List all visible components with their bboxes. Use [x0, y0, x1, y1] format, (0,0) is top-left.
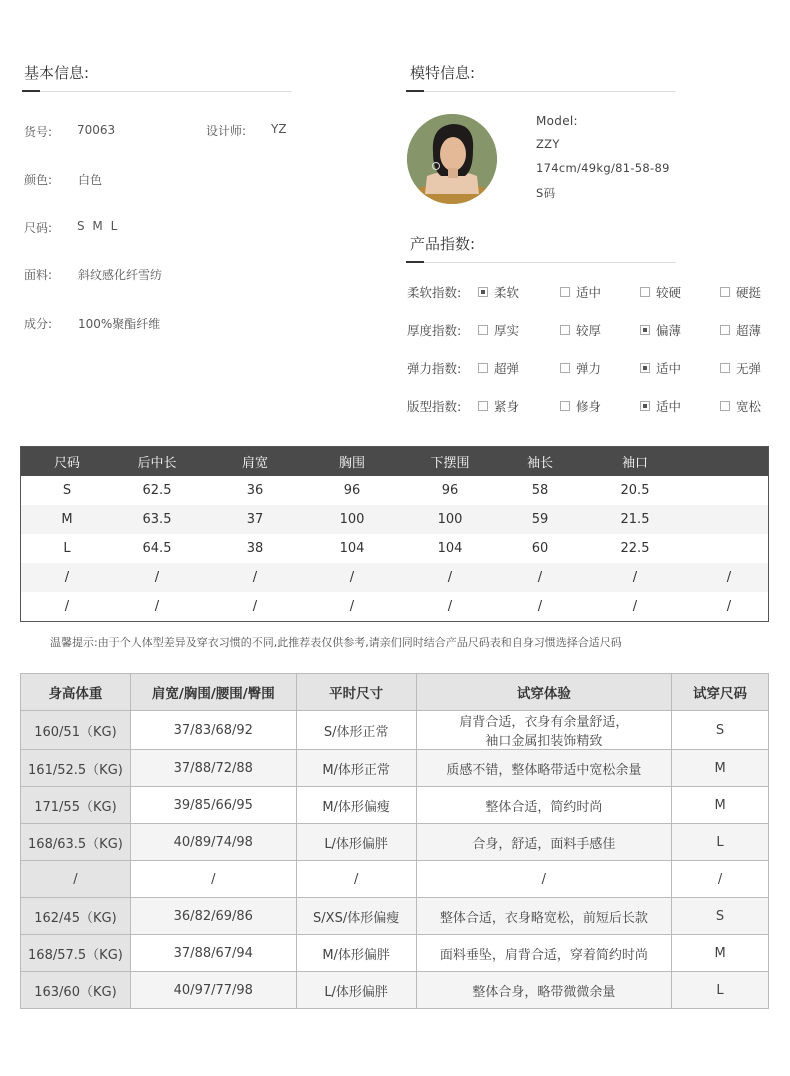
size-header-cell [684, 447, 774, 476]
size-table-row [21, 592, 768, 621]
size-cell: / [726, 570, 732, 585]
size-cell: 104 [437, 541, 463, 556]
size-cell: / [537, 599, 543, 614]
index-option-label: 弹力 [576, 361, 602, 376]
size-cell: / [64, 570, 70, 585]
model-info-divider [406, 91, 676, 92]
index-row-label: 柔软指数: [407, 285, 462, 300]
fit-cell: 40/97/77/98 [130, 972, 296, 1009]
fit-experience-line: 整体合身，略带微微余量 [472, 984, 616, 1000]
fit-experience-cell [416, 972, 672, 1009]
index-option-label: 较厚 [576, 323, 602, 338]
fit-cell: L [672, 972, 769, 1009]
fit-table-row [21, 824, 769, 861]
size-cell: / [447, 570, 453, 585]
size-cell: 96 [343, 483, 361, 498]
size-cell: 59 [531, 512, 549, 527]
index-option [560, 283, 601, 301]
size-cell: 96 [441, 483, 459, 498]
fit-cell: / [130, 861, 296, 898]
fit-cell: L/体形偏胖 [296, 972, 416, 1009]
size-cell: S [62, 483, 72, 498]
fabric-value: 斜纹感化纤雪纺 [78, 268, 163, 282]
index-option [720, 397, 761, 415]
size-cell: 36 [246, 483, 264, 498]
size-cell [684, 505, 774, 534]
size-cell: / [154, 570, 160, 585]
size-cell: / [154, 599, 160, 614]
fit-experience-line: 整体合适，衣身略宽松，前短后长款 [439, 910, 648, 926]
model-label: Model: [536, 114, 578, 128]
checkbox-icon [560, 287, 570, 297]
size-cell: 21.5 [620, 512, 650, 527]
index-row-label: 弹力指数: [407, 361, 462, 376]
size-cell: 104 [339, 541, 365, 556]
size-table [20, 446, 769, 622]
fit-cell: S/XS/体形偏瘦 [296, 898, 416, 935]
index-option-label: 适中 [656, 361, 682, 376]
designer-value: YZ [271, 122, 287, 136]
fit-cell: M/体形正常 [296, 750, 416, 787]
size-cell: / [64, 599, 70, 614]
fit-cell: M/体形偏瘦 [296, 787, 416, 824]
index-option [478, 283, 519, 301]
fit-cell: L [672, 824, 769, 861]
index-option-label: 较硬 [656, 285, 682, 300]
size-table-row [21, 534, 768, 563]
index-option [478, 359, 519, 377]
size-cell: 62.5 [142, 483, 172, 498]
fit-cell: M [672, 787, 769, 824]
fit-cell: / [672, 861, 769, 898]
basic-info-divider [22, 91, 292, 92]
size-cell: / [447, 599, 453, 614]
size-table-header [21, 447, 768, 476]
size-cell: / [632, 599, 638, 614]
index-option [560, 359, 601, 377]
fit-header-cell: 肩宽/胸围/腰围/臀围 [130, 674, 296, 711]
index-option [478, 397, 519, 415]
designer-label: 设计师: [206, 124, 247, 138]
size-cell: / [252, 570, 258, 585]
size-cell: L [63, 541, 71, 556]
size-cell: / [349, 570, 355, 585]
size-cell: / [252, 599, 258, 614]
fit-cell: 160/51（KG) [21, 711, 131, 750]
index-option-label: 无弹 [736, 361, 762, 376]
product-index-title: 产品指数: [410, 235, 476, 253]
size-cell: 63.5 [142, 512, 172, 527]
fit-table-row [21, 898, 769, 935]
index-option-label: 超薄 [736, 323, 762, 338]
checkbox-icon [720, 325, 730, 335]
size-table-row [21, 563, 768, 592]
fit-cell: M [672, 935, 769, 972]
fit-cell: 171/55（KG) [21, 787, 131, 824]
fit-table-row [21, 711, 769, 750]
checkbox-icon [478, 325, 488, 335]
fit-experience-cell [416, 824, 672, 861]
fit-cell: 168/63.5（KG) [21, 824, 131, 861]
checked-box-icon [640, 363, 650, 373]
checkbox-icon [720, 401, 730, 411]
fit-cell: / [296, 861, 416, 898]
checkbox-icon [560, 363, 570, 373]
checkbox-icon [478, 363, 488, 373]
checkbox-icon [560, 401, 570, 411]
fit-experience-line: 袖口金属扣装饰精致 [485, 734, 603, 749]
fit-experience-line: 合身，舒适，面料手感佳 [472, 836, 616, 852]
fit-cell: 37/88/67/94 [130, 935, 296, 972]
color-value: 白色 [78, 173, 103, 187]
size-table-row [21, 505, 768, 534]
fit-experience-line: 质感不错，整体略带适中宽松余量 [446, 762, 642, 778]
index-option-label: 宽松 [736, 399, 762, 414]
index-option [640, 397, 681, 415]
size-cell: M [61, 512, 73, 527]
checkbox-icon [720, 363, 730, 373]
fit-cell: 163/60（KG) [21, 972, 131, 1009]
fit-header-cell: 平时尺寸 [296, 674, 416, 711]
fit-cell: M/体形偏胖 [296, 935, 416, 972]
fit-cell: 39/85/66/95 [130, 787, 296, 824]
index-option [640, 321, 681, 339]
index-option [478, 321, 519, 339]
composition-label: 成分: [24, 317, 53, 331]
fit-cell: 40/89/74/98 [130, 824, 296, 861]
model-info-title: 模特信息: [410, 64, 476, 82]
checkbox-icon [720, 287, 730, 297]
checkbox-icon [560, 325, 570, 335]
size-cell: / [726, 599, 732, 614]
index-option [720, 283, 761, 301]
fit-experience-cell [416, 787, 672, 824]
fit-header-cell: 试穿尺码 [672, 674, 769, 711]
size-cell: 20.5 [620, 483, 650, 498]
size-cell: 100 [339, 512, 365, 527]
index-option-label: 柔软 [494, 285, 520, 300]
size-header-cell: 胸围 [338, 456, 365, 471]
size-cell: 58 [531, 483, 549, 498]
size-cell: 64.5 [142, 541, 172, 556]
fit-cell: S [672, 711, 769, 750]
index-option-label: 紧身 [494, 399, 520, 414]
index-option [560, 321, 601, 339]
size-cell [684, 534, 774, 563]
checked-box-icon [640, 401, 650, 411]
index-option-label: 超弹 [494, 361, 520, 376]
fit-experience-line: 面料垂坠，肩背合适，穿着简约时尚 [439, 947, 648, 963]
size-table-row [21, 476, 768, 505]
size-header-cell: 肩宽 [241, 456, 268, 471]
size-cell: 38 [246, 541, 264, 556]
fit-experience-cell [416, 898, 672, 935]
fit-table-header [21, 674, 769, 711]
index-option-label: 修身 [576, 399, 602, 414]
fit-experience-line: / [541, 871, 547, 887]
fit-experience-line: 整体合适，简约时尚 [485, 799, 603, 815]
index-option-label: 厚实 [494, 323, 520, 338]
composition-value: 100%聚酯纤维 [78, 317, 161, 331]
fit-experience-cell [416, 935, 672, 972]
basic-info-title: 基本信息: [24, 64, 90, 82]
fit-table-row [21, 972, 769, 1009]
color-label: 颜色: [24, 173, 53, 187]
index-option-label: 偏薄 [656, 323, 682, 338]
fit-cell: 168/57.5（KG) [21, 935, 131, 972]
model-size: S码 [536, 186, 556, 200]
checked-box-icon [478, 287, 488, 297]
size-cell: 60 [531, 541, 549, 556]
index-option [640, 283, 681, 301]
fit-cell: L/体形偏胖 [296, 824, 416, 861]
fit-cell: 37/88/72/88 [130, 750, 296, 787]
index-option-label: 硬挺 [736, 285, 762, 300]
item-no-label: 货号: [24, 125, 53, 139]
fabric-label: 面料: [24, 268, 53, 282]
fit-header-cell: 试穿体验 [416, 674, 672, 711]
fit-cell: S/体形正常 [296, 711, 416, 750]
fit-experience-cell [416, 711, 672, 750]
size-cell: 37 [246, 512, 264, 527]
fit-header-cell: 身高体重 [21, 674, 131, 711]
fit-experience-cell [416, 750, 672, 787]
index-option [720, 359, 761, 377]
size-header-cell: 下摆围 [430, 456, 470, 471]
checkbox-icon [478, 401, 488, 411]
index-option [560, 397, 601, 415]
size-cell: / [349, 599, 355, 614]
size-label: 尺码: [24, 221, 53, 235]
item-no-value: 70063 [77, 123, 116, 137]
index-row-label: 版型指数: [407, 399, 462, 414]
size-cell: / [537, 570, 543, 585]
fit-table [20, 673, 769, 1009]
size-cell: 100 [437, 512, 463, 527]
fit-table-row [21, 750, 769, 787]
fit-experience-cell [416, 861, 672, 898]
fit-cell: M [672, 750, 769, 787]
model-name: ZZY [536, 137, 560, 151]
size-cell: 22.5 [620, 541, 650, 556]
size-cell: / [632, 570, 638, 585]
index-option-label: 适中 [656, 399, 682, 414]
index-option-label: 适中 [576, 285, 602, 300]
size-header-cell: 袖长 [526, 456, 553, 471]
fit-cell: 37/83/68/92 [130, 711, 296, 750]
size-header-cell: 尺码 [53, 456, 80, 471]
fit-cell: 162/45（KG) [21, 898, 131, 935]
index-option [720, 321, 761, 339]
fit-cell: 36/82/69/86 [130, 898, 296, 935]
fit-table-row [21, 935, 769, 972]
model-avatar [407, 114, 497, 204]
size-value: S M L [77, 219, 120, 233]
size-header-cell: 后中长 [137, 456, 177, 471]
checkbox-icon [640, 287, 650, 297]
fit-cell: / [21, 861, 131, 898]
model-measurements: 174cm/49kg/81-58-89 [536, 161, 670, 175]
size-header-cell: 袖口 [621, 456, 648, 471]
fit-cell: 161/52.5（KG) [21, 750, 131, 787]
fit-cell: S [672, 898, 769, 935]
index-option [640, 359, 681, 377]
index-row-label: 厚度指数: [407, 323, 462, 338]
fit-table-row [21, 787, 769, 824]
fit-experience-line: 肩背合适，衣身有余量舒适， [459, 715, 629, 730]
fit-table-row [21, 861, 769, 898]
size-tip: 温馨提示:由于个人体型差异及穿衣习惯的不同,此推荐表仅供参考,请亲们同时结合产品尺码表和自身习惯选择合适尺码 [50, 636, 622, 649]
size-cell [684, 476, 774, 505]
product-index-divider [406, 262, 676, 263]
checked-box-icon [640, 325, 650, 335]
